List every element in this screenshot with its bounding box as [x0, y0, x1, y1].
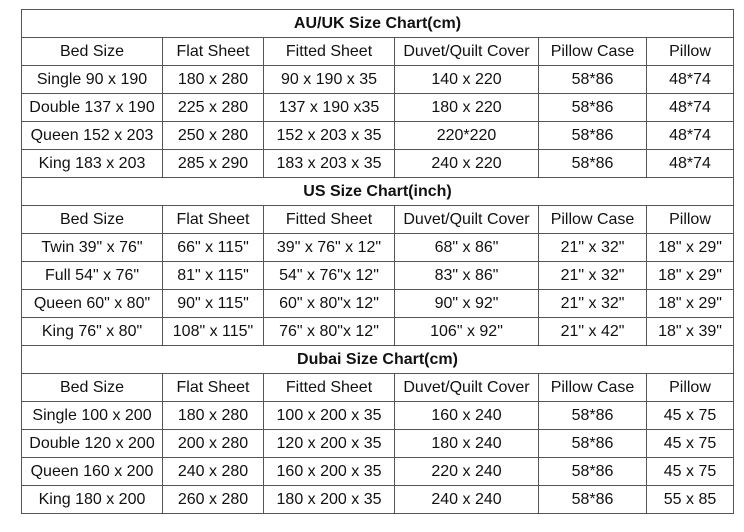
section-title: AU/UK Size Chart(cm)	[22, 10, 734, 38]
table-cell: 90" x 115"	[163, 290, 264, 318]
table-cell: 18" x 29"	[647, 234, 734, 262]
table-cell: Queen 160 x 200	[22, 458, 163, 486]
column-header: Bed Size	[22, 374, 163, 402]
header-row	[22, 206, 734, 234]
column-header: Bed Size	[22, 38, 163, 66]
table-cell: 48*74	[647, 94, 734, 122]
column-header: Duvet/Quilt Cover	[395, 206, 539, 234]
table-cell: Double 120 x 200	[22, 430, 163, 458]
column-header: Flat Sheet	[163, 374, 264, 402]
table-cell: 100 x 200 x 35	[264, 402, 395, 430]
table-cell: King 76" x 80"	[22, 318, 163, 346]
table-row	[22, 318, 734, 346]
table-cell: 260 x 280	[163, 486, 264, 514]
table-cell: 183 x 203 x 35	[264, 150, 395, 178]
column-header: Bed Size	[22, 206, 163, 234]
table-row	[22, 402, 734, 430]
table-cell: 120 x 200 x 35	[264, 430, 395, 458]
table-cell: 48*74	[647, 150, 734, 178]
table-cell: 18" x 29"	[647, 290, 734, 318]
table-cell: 48*74	[647, 66, 734, 94]
header-row	[22, 374, 734, 402]
table-cell: 90 x 190 x 35	[264, 66, 395, 94]
section-title: US Size Chart(inch)	[22, 178, 734, 206]
table-cell: Single 90 x 190	[22, 66, 163, 94]
table-cell: 180 x 240	[395, 430, 539, 458]
table-cell: 81" x 115"	[163, 262, 264, 290]
table-cell: 180 x 220	[395, 94, 539, 122]
table-cell: Twin 39" x 76"	[22, 234, 163, 262]
column-header: Flat Sheet	[163, 206, 264, 234]
column-header: Pillow Case	[539, 38, 647, 66]
table-cell: Full 54" x 76"	[22, 262, 163, 290]
table-cell: 39" x 76" x 12"	[264, 234, 395, 262]
table-cell: 200 x 280	[163, 430, 264, 458]
table-cell: 76" x 80"x 12"	[264, 318, 395, 346]
table-cell: 45 x 75	[647, 402, 734, 430]
table-cell: 106" x 92"	[395, 318, 539, 346]
column-header: Flat Sheet	[163, 38, 264, 66]
table-cell: 160 x 240	[395, 402, 539, 430]
table-cell: 48*74	[647, 122, 734, 150]
size-chart-table	[21, 9, 734, 514]
table-cell: 140 x 220	[395, 66, 539, 94]
table-cell: 58*86	[539, 94, 647, 122]
column-header: Pillow	[647, 206, 734, 234]
section-title-row	[22, 178, 734, 206]
column-header: Pillow Case	[539, 374, 647, 402]
size-chart-body	[22, 10, 734, 514]
table-cell: 58*86	[539, 66, 647, 94]
table-cell: Double 137 x 190	[22, 94, 163, 122]
table-cell: Queen 152 x 203	[22, 122, 163, 150]
table-cell: 108" x 115"	[163, 318, 264, 346]
table-cell: 220*220	[395, 122, 539, 150]
table-cell: 66" x 115"	[163, 234, 264, 262]
table-cell: 160 x 200 x 35	[264, 458, 395, 486]
table-cell: King 183 x 203	[22, 150, 163, 178]
table-cell: 21" x 32"	[539, 290, 647, 318]
table-row	[22, 150, 734, 178]
table-row	[22, 122, 734, 150]
column-header: Fitted Sheet	[264, 206, 395, 234]
table-row	[22, 262, 734, 290]
table-cell: 152 x 203 x 35	[264, 122, 395, 150]
table-cell: 58*86	[539, 458, 647, 486]
table-cell: 137 x 190 x35	[264, 94, 395, 122]
table-cell: 250 x 280	[163, 122, 264, 150]
column-header: Fitted Sheet	[264, 38, 395, 66]
section-title-row	[22, 10, 734, 38]
table-row	[22, 486, 734, 514]
table-cell: Queen 60" x 80"	[22, 290, 163, 318]
table-cell: 240 x 220	[395, 150, 539, 178]
table-row	[22, 94, 734, 122]
table-row	[22, 234, 734, 262]
table-cell: 54" x 76"x 12"	[264, 262, 395, 290]
column-header: Duvet/Quilt Cover	[395, 38, 539, 66]
table-cell: 55 x 85	[647, 486, 734, 514]
table-cell: Single 100 x 200	[22, 402, 163, 430]
table-row	[22, 430, 734, 458]
table-cell: 240 x 280	[163, 458, 264, 486]
table-row	[22, 290, 734, 318]
table-cell: 21" x 32"	[539, 234, 647, 262]
table-cell: 18" x 39"	[647, 318, 734, 346]
table-cell: 240 x 240	[395, 486, 539, 514]
table-cell: 90" x 92"	[395, 290, 539, 318]
table-cell: 45 x 75	[647, 458, 734, 486]
table-cell: 285 x 290	[163, 150, 264, 178]
header-row	[22, 38, 734, 66]
table-cell: King 180 x 200	[22, 486, 163, 514]
table-cell: 58*86	[539, 150, 647, 178]
table-cell: 68" x 86"	[395, 234, 539, 262]
table-cell: 220 x 240	[395, 458, 539, 486]
table-row	[22, 458, 734, 486]
table-cell: 180 x 280	[163, 66, 264, 94]
table-cell: 58*86	[539, 122, 647, 150]
table-cell: 225 x 280	[163, 94, 264, 122]
table-cell: 45 x 75	[647, 430, 734, 458]
table-cell: 58*86	[539, 486, 647, 514]
table-cell: 21" x 32"	[539, 262, 647, 290]
table-cell: 180 x 280	[163, 402, 264, 430]
section-title: Dubai Size Chart(cm)	[22, 346, 734, 374]
table-cell: 18" x 29"	[647, 262, 734, 290]
column-header: Duvet/Quilt Cover	[395, 374, 539, 402]
table-cell: 180 x 200 x 35	[264, 486, 395, 514]
section-title-row	[22, 346, 734, 374]
table-row	[22, 66, 734, 94]
column-header: Fitted Sheet	[264, 374, 395, 402]
column-header: Pillow Case	[539, 206, 647, 234]
table-cell: 60" x 80"x 12"	[264, 290, 395, 318]
table-cell: 58*86	[539, 402, 647, 430]
table-cell: 83" x 86"	[395, 262, 539, 290]
table-cell: 58*86	[539, 430, 647, 458]
column-header: Pillow	[647, 38, 734, 66]
column-header: Pillow	[647, 374, 734, 402]
table-cell: 21" x 42"	[539, 318, 647, 346]
